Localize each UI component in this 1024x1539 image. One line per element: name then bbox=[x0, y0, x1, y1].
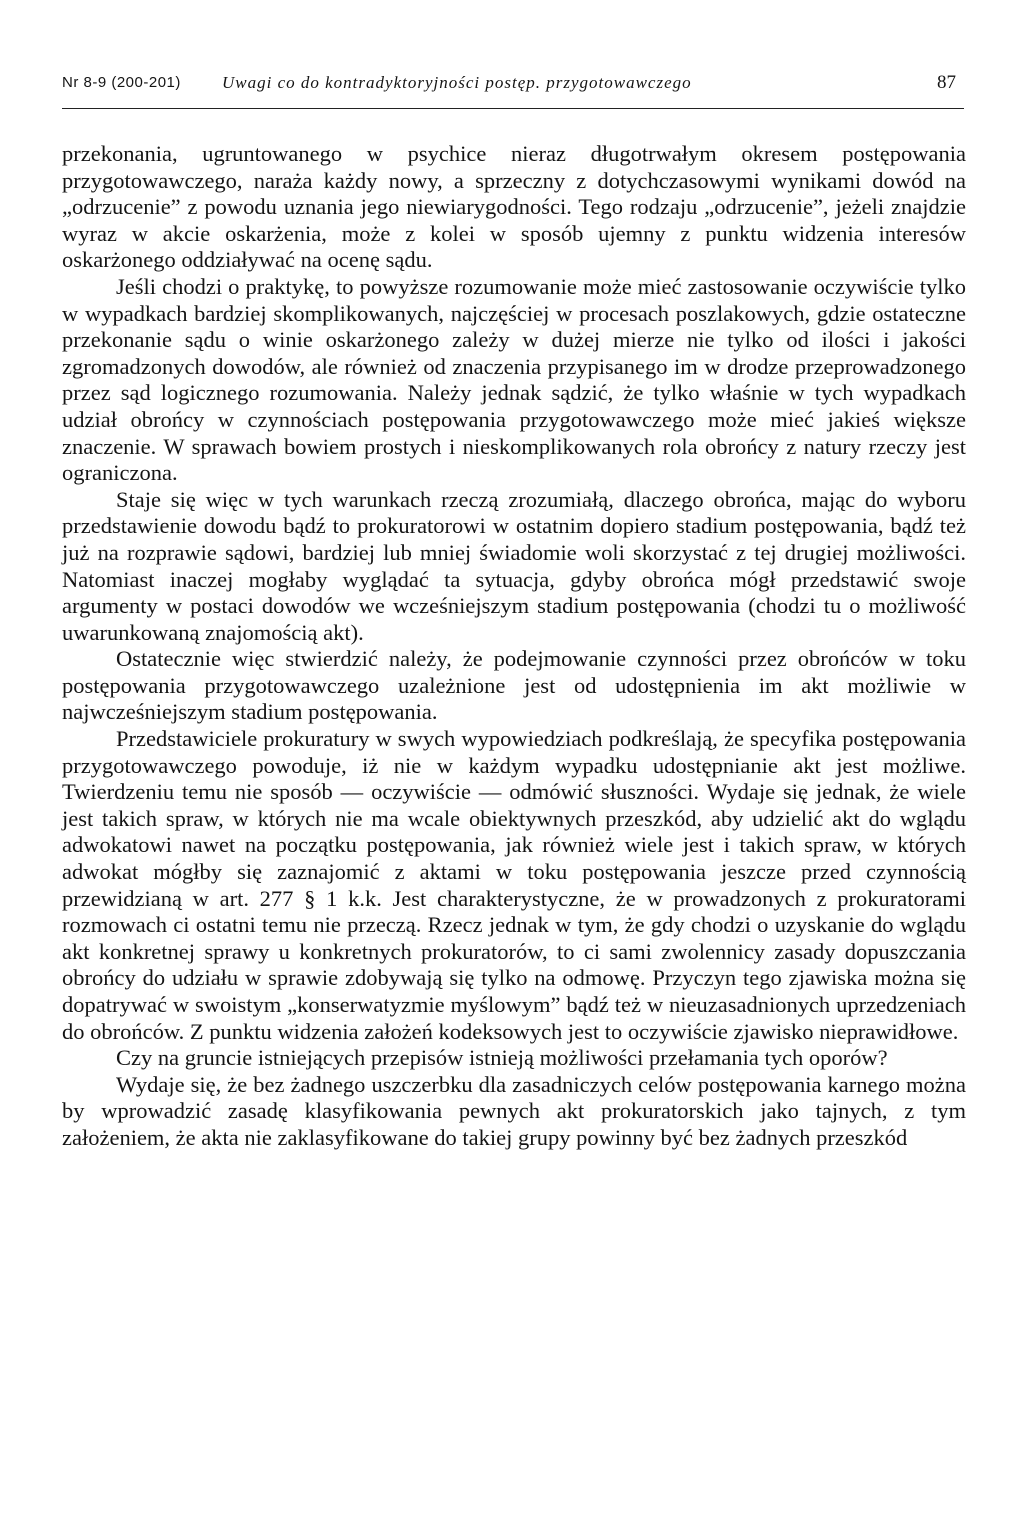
paragraph: Wydaje się, że bez żadnego uszczerbku dla zasadniczych celów postępowania karnego można by wprowadzić zasadę klasyfikowania pewnych akt prokuratorskich jako tajnych, z tym założeniem, że akta nie zaklasyfikowane do takiej grupy powinny być bez żadnych przeszkód bbox=[62, 1071, 966, 1150]
paragraph: Przedstawiciele prokuratury w swych wypowiedziach podkreślają, że specyfika postępowania przygotowawczego powoduje, iż nie w każdym wypadku udostępnianie akt jest możliwe. Twierdzeniu temu nie sposób — oczywiście — odmówić słuszności. Wydaje się jednak, że wiele jest takich spraw, w których nie ma wcale obiektywnych przeszkód, aby udzielić akt do wglądu adwokatowi nawet na początku postępowania, jak również wiele jest i takich spraw, w których adwokat mógłby się zaznajomić z aktami w toku postępowania jeszcze przed czynnością przewidzianą w art. 277 § 1 k.k. Jest charakterystyczne, że w prowadzonych z prokuratorami rozmowach ci ostatni temu nie przeczą. Rzecz jednak w tym, że gdy chodzi o uzyskanie do wglądu akt konkretnej sprawy u konkretnych prokuratorów, to ci sami zwolennicy zasady dopuszczania obrońcy do udziału w sprawie zdobywają się tylko na odmowę. Przyczyn tego zjawiska można się dopatrywać w swoistym „konserwatyzmie myślowym” bądź też w nieuzasadnionych uprzedzeniach do obrońców. Z punktu widzenia założeń kodeksowych jest to oczywiście zjawisko nieprawidłowe. bbox=[62, 726, 966, 1044]
paragraph: Jeśli chodzi o praktykę, to powyższe rozumowanie może mieć zastosowanie oczywiście tylko w wypadkach bardziej skomplikowanych, najczęściej w procesach poszlakowych, gdzie ostateczne przekonanie sądu o winie oskarżonego zależy w dużej mierze nie tylko od ilości i jakości zgromadzonych dowodów, ale również od znaczenia przypisanego im w drodze przeprowadzonego przez sąd logicznego rozumowania. Należy jednak sądzić, że tylko właśnie w tych wypadkach udział obrońcy w czynnościach postępowania przygotowawczego może mieć jakieś większe znaczenie. W sprawach bowiem prostych i nieskomplikowanych rola obrońcy z natury rzeczy jest ograniczona. bbox=[62, 273, 966, 486]
paragraph-continued: przekonania, ugruntowanego w psychice nieraz długotrwałym okresem postępowania przygotowawczego, naraża każdy nowy, a sprzeczny z dotychczasowymi wynikami dowód na „odrzucenie” z powodu uznania jego niewiarygodności. Tego rodzaju „odrzucenie”, jeżeli znajdzie wyraz w akcie oskarżenia, może z kolei w sposób ujemny z punktu widzenia interesów oskarżonego oddziaływać na ocenę sądu. bbox=[62, 141, 966, 273]
page-number: 87 bbox=[937, 72, 956, 93]
running-header bbox=[62, 68, 962, 98]
article-body bbox=[62, 141, 966, 1152]
paragraph: Staje się więc w tych warunkach rzeczą zrozumiałą, dlaczego obrońca, mając do wyboru przedstawienie dowodu bądź to prokuratorowi w ostatnim dopiero stadium postępowania, bądź też już na rozprawie sądowi, bardziej lub mniej świadomie woli skorzystać z tej drugiej możliwości. Natomiast inaczej mogłaby wyglądać ta sytuacja, gdyby obrońca mógł przedstawić swoje argumenty w postaci dowodów we wcześniejszym stadium postępowania (chodzi tu o możliwość uwarunkowaną znajomością akt). bbox=[62, 486, 966, 645]
running-title: Uwagi co do kontradyktoryjności postęp. przygotowawczego bbox=[222, 73, 692, 92]
paragraph: Czy na gruncie istniejących przepisów istnieją możliwości przełamania tych oporów? bbox=[116, 1045, 888, 1071]
issue-number: Nr 8-9 (200-201) bbox=[62, 74, 181, 91]
paragraph: Ostatecznie więc stwierdzić należy, że podejmowanie czynności przez obrońców w toku postępowania przygotowawczego uzależnione jest od udostępnienia im akt możliwie w najwcześniejszym stadium postępowania. bbox=[62, 646, 966, 725]
header-rule bbox=[62, 108, 964, 109]
